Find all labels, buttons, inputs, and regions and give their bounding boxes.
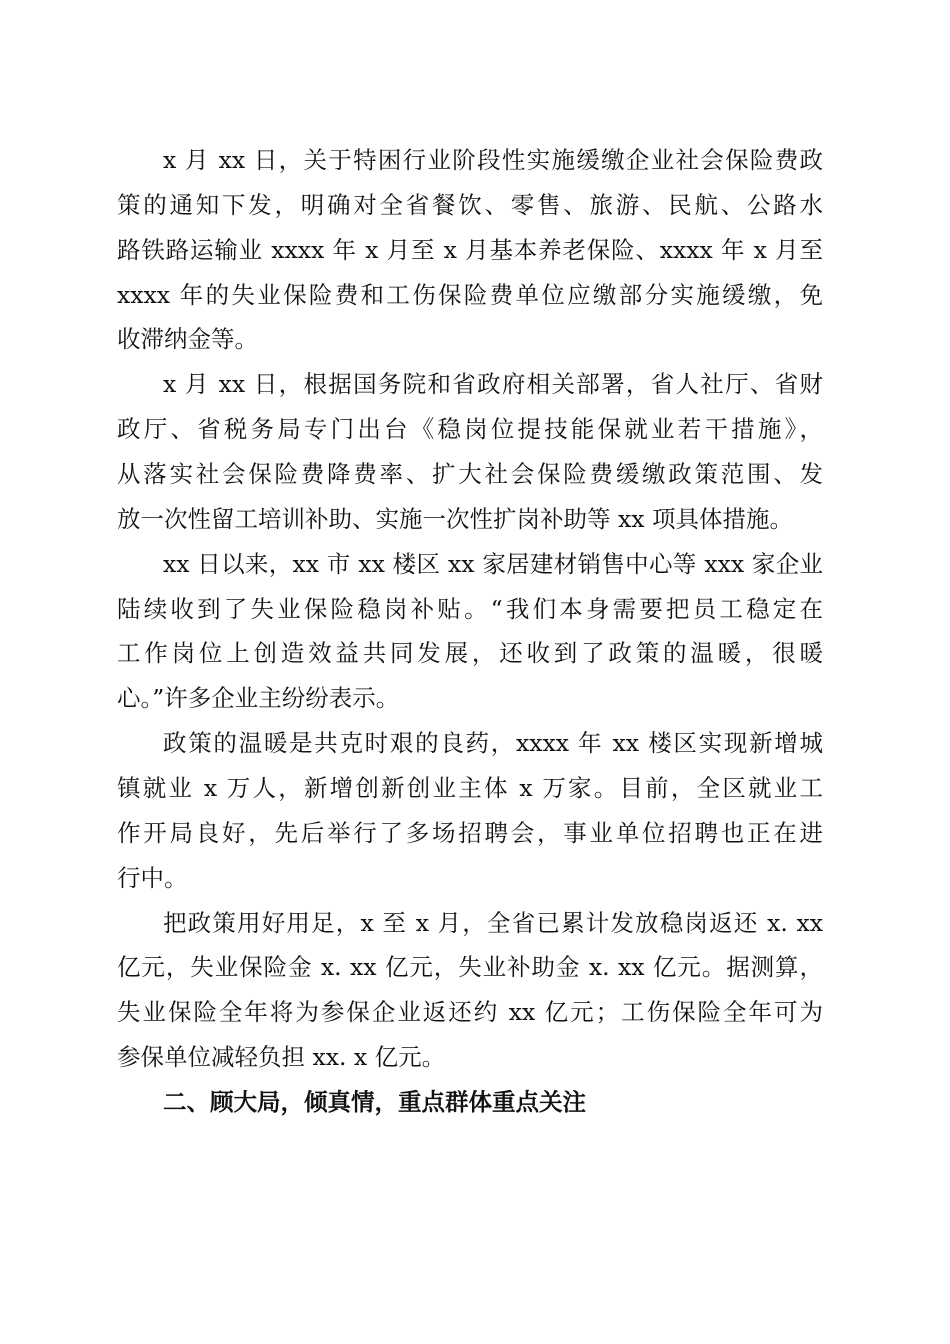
text-line: xxxx 年的失业保险费和工伤保险费单位应缴部分实施缓缴，免 [117,280,823,309]
text-line: x 月 xx 日，根据国务院和省政府相关部署，省人社厅、省财 [163,370,823,399]
text-line: 从落实社会保险费降费率、扩大社会保险费缓缴政策范围、发 [117,460,823,489]
paragraph [117,721,823,900]
text-line: 收滞纳金等。 [117,325,258,354]
text-line: xx 日以来，xx 市 xx 楼区 xx 家居建材销售中心等 xxx 家企业 [163,549,823,578]
paragraph [117,542,823,721]
text-line: 工作岗位上创造效益共同发展，还收到了政策的温暖，很暖 [117,639,823,668]
text-line: 把政策用好用足，x 至 x 月，全省已累计发放稳岗返还 x. xx [163,908,823,937]
text-line: 政策的温暖是共克时艰的良药，xxxx 年 xx 楼区实现新增城 [163,729,823,758]
paragraph [117,362,823,541]
paragraph [117,138,823,362]
text-line: 心。”许多企业主纷纷表示。 [117,684,400,713]
section-heading: 二、顾大局，倾真情，重点群体重点关注 [163,1088,586,1117]
text-line: 行中。 [117,863,188,892]
text-line: 政厅、省税务局专门出台《稳岗位提技能保就业若干措施》， [117,415,823,444]
text-line: 参保单位减轻负担 xx. x 亿元。 [117,1043,446,1072]
text-line: 放一次性留工培训补助、实施一次性扩岗补助等 xx 项具体措施。 [117,504,793,533]
text-line: x 月 xx 日，关于特困行业阶段性实施缓缴企业社会保险费政 [163,146,823,174]
text-line: 路铁路运输业 xxxx 年 x 月至 x 月基本养老保险、xxxx 年 x 月至 [117,235,823,264]
text-line: 陆续收到了失业保险稳岗补贴。“我们本身需要把员工稳定在 [117,594,823,623]
text-line: 镇就业 x 万人，新增创新创业主体 x 万家。目前，全区就业工 [117,774,823,803]
text-line: 策的通知下发，明确对全省餐饮、零售、旅游、民航、公路水 [117,190,823,219]
paragraphs [117,138,823,1080]
text-line: 作开局良好，先后举行了多场招聘会，事业单位招聘也正在进 [117,818,823,847]
text-line: 亿元，失业保险金 x. xx 亿元，失业补助金 x. xx 亿元。据测算， [117,953,823,982]
paragraph [117,901,823,1080]
document-body [117,138,823,1125]
text-line: 失业保险全年将为参保企业返还约 xx 亿元；工伤保险全年可为 [117,998,823,1027]
